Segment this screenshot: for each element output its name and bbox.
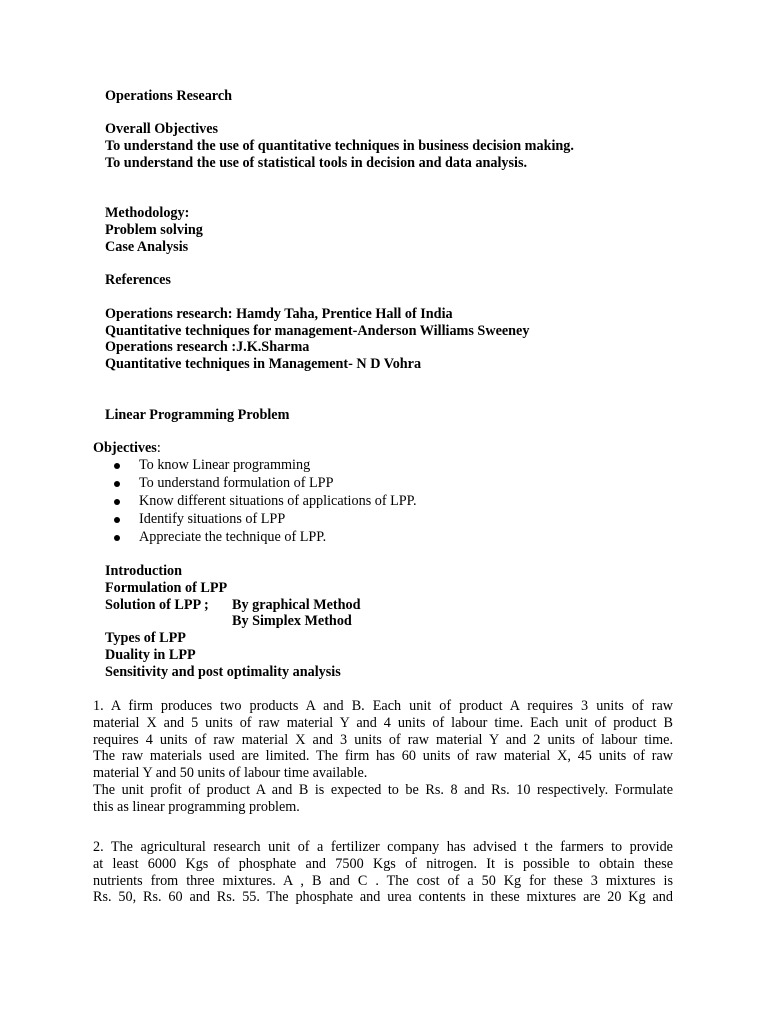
lpp-objectives-label: Objectives (93, 440, 157, 456)
list-item-text: Identify situations of LPP (139, 510, 286, 527)
outline-introduction: Introduction (105, 563, 182, 579)
reference-item: Quantitative techniques in Management- N D Vohra (105, 356, 422, 372)
paragraph-line: material X and 5 units of raw material Y and 4 units of labour time. Each unit of product B (93, 714, 673, 731)
methodology-item: Case Analysis (105, 239, 189, 255)
outline-sensitivity: Sensitivity and post optimality analysis (105, 664, 341, 680)
paragraph-line: nutrients from three mixtures. A , B and C . The cost of a 50 Kg for these 3 mixtures is (93, 872, 673, 889)
reference-item: Quantitative techniques for management-Anderson Williams Sweeney (105, 323, 530, 339)
list-item (114, 457, 417, 475)
outline-types: Types of LPP (105, 630, 186, 646)
bullet-icon (114, 535, 120, 541)
lpp-objectives-list (114, 457, 417, 546)
methodology-heading: Methodology: (105, 205, 190, 221)
lpp-heading: Linear Programming Problem (105, 407, 290, 423)
objective-line: To understand the use of quantitative techniques in business decision making. (105, 138, 574, 154)
references-heading: References (105, 272, 171, 288)
paragraph-line: The unit profit of product A and B is expected to be Rs. 8 and Rs. 10 respectively. Formulate (93, 781, 673, 798)
outline-solution-graphical: By graphical Method (232, 597, 361, 613)
list-item (114, 529, 417, 547)
outline-duality: Duality in LPP (105, 647, 196, 663)
objective-line: To understand the use of statistical tools in decision and data analysis. (105, 155, 528, 171)
bullet-icon (114, 517, 120, 523)
list-item (114, 511, 417, 529)
bullet-icon (114, 499, 120, 505)
problem-2-paragraph (93, 839, 673, 906)
list-item (114, 493, 417, 511)
paragraph-line: 1. A firm produces two products A and B. Each unit of product A requires 3 units of raw (93, 698, 673, 714)
paragraph-line: The raw materials used are limited. The firm has 60 units of raw material X, 45 units of raw (93, 748, 673, 765)
paragraph-line: 2. The agricultural research unit of a fertilizer company has advised t the farmers to provide (93, 839, 673, 855)
paragraph-line: Rs. 50, Rs. 60 and Rs. 55. The phosphate and urea contents in these mixtures are 20 Kg and (93, 889, 673, 906)
paragraph-line: material Y and 50 units of labour time available. (93, 765, 368, 782)
bullet-icon (114, 463, 120, 469)
list-item (114, 475, 417, 493)
lpp-objectives-colon: : (156, 440, 161, 456)
bullet-icon (114, 481, 120, 487)
list-item-text: To understand formulation of LPP (139, 474, 334, 491)
reference-item: Operations research :J.K.Sharma (105, 339, 310, 355)
problem-1-paragraph (93, 698, 673, 816)
paragraph-line: this as linear programming problem. (93, 798, 300, 815)
methodology-item: Problem solving (105, 222, 203, 238)
list-item-text: To know Linear programming (139, 457, 311, 473)
paragraph-line: requires 4 units of raw material X and 3 units of raw material Y and 2 units of labour time. (93, 731, 673, 748)
list-item-text: Appreciate the technique of LPP. (139, 528, 327, 545)
page-title: Operations Research (105, 88, 233, 104)
lpp-objectives-label-row (93, 440, 161, 457)
paragraph-line: at least 6000 Kgs of phosphate and 7500 Kgs of nitrogen. It is possible to obtain these (93, 855, 673, 872)
outline-solution-simplex: By Simplex Method (232, 613, 352, 629)
outline-solution-label: Solution of LPP ; (105, 597, 209, 613)
objectives-heading: Overall Objectives (105, 121, 219, 137)
list-item-text: Know different situations of applications of LPP. (139, 492, 417, 509)
reference-item: Operations research: Hamdy Taha, Prentice Hall of India (105, 306, 453, 322)
outline-formulation: Formulation of LPP (105, 580, 228, 596)
